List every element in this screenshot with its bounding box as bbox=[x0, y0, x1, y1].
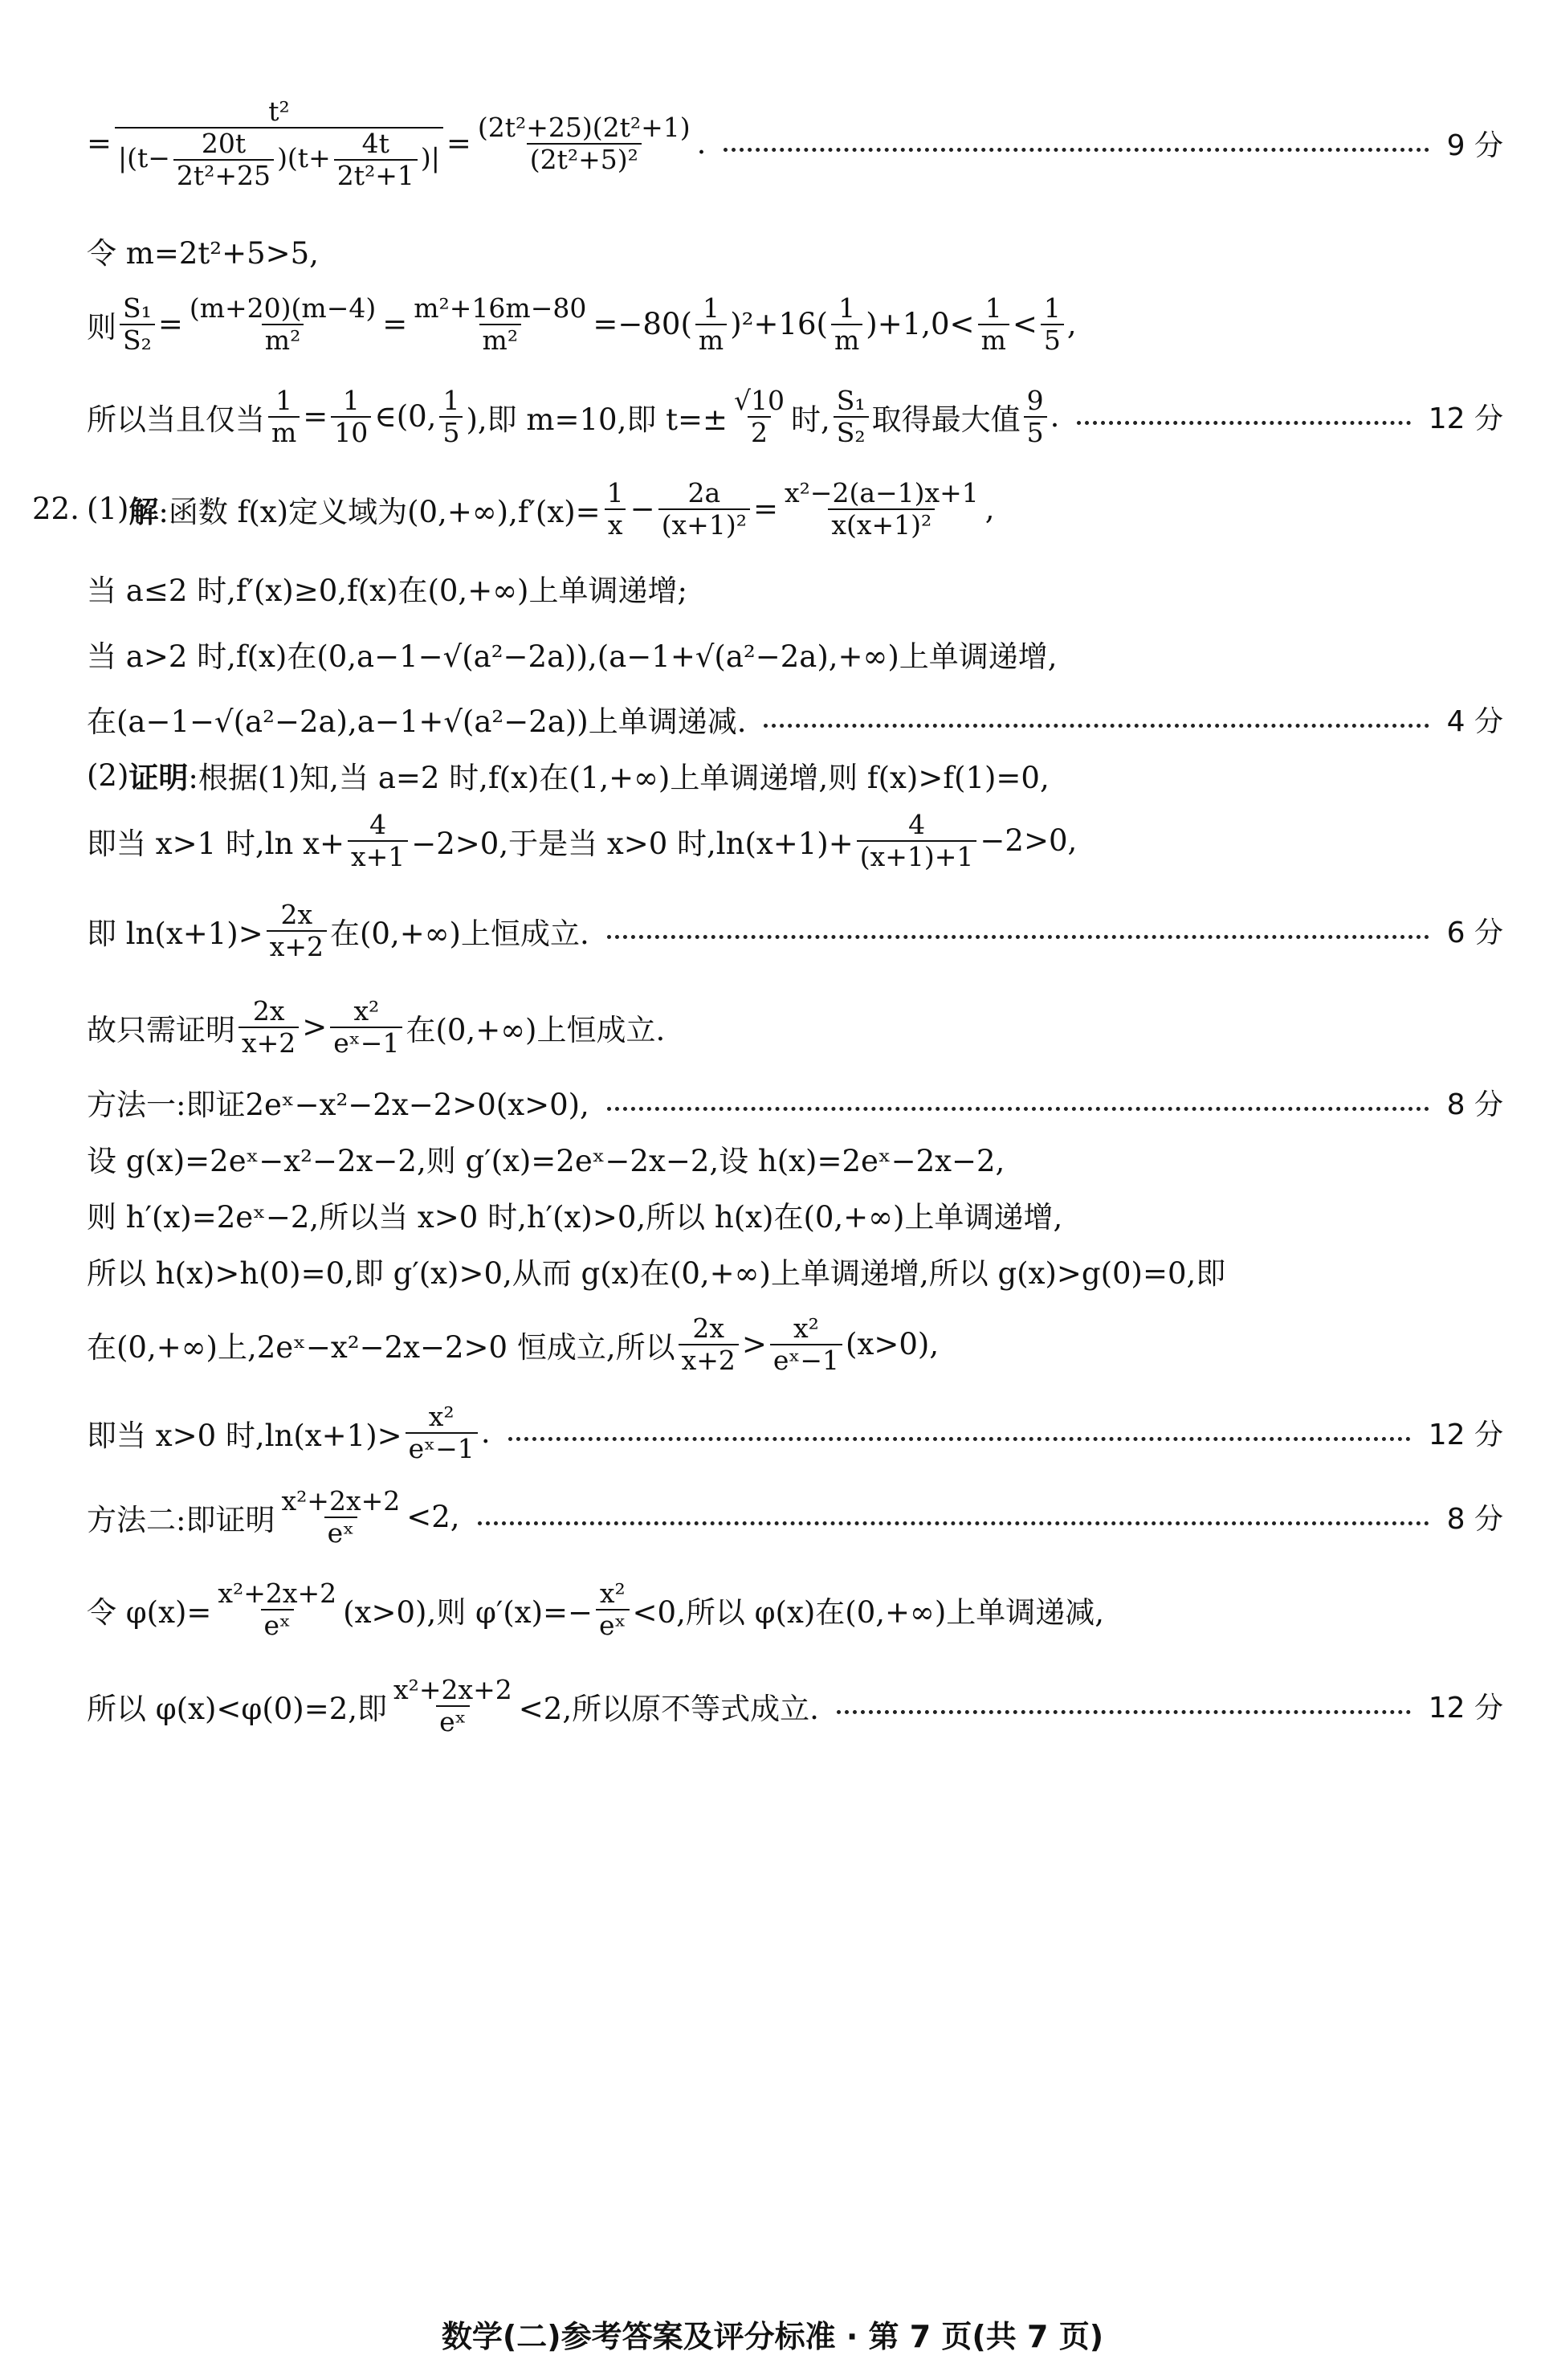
solution-line bbox=[87, 1578, 1503, 1641]
math-expression: 故只需证明 $\frac{2x}{x+2}$ > $\frac{\text{x²}}{\text{eˣ−1}}$ 在(0,+∞)上恒成立. bbox=[87, 995, 666, 1059]
solution-line bbox=[87, 293, 1503, 356]
math-expression: 方法二:即证明 $\frac{\text{x²+2x+2}}{\text{eˣ}}$ <2, bbox=[87, 1485, 460, 1549]
math-expression: 即 ln(x+1)> $\frac{2x}{x+2}$ 在(0,+∞)上恒成立. bbox=[87, 899, 589, 962]
math-expression: 则 $\frac{\text{S₁}}{\text{S₂}}$ = $\frac{(m+20)(m-4)}{\text{m²}}$ = $\frac{\text{m²+16m−80}}{\text{m²}}$ =−80( $\frac{1}{m}$ )²+16( $\frac{1}{m}$ )+1,0< $\frac{1}{m}$ < $\frac{1}{5}$ , bbox=[87, 292, 1077, 356]
solution-line bbox=[87, 1080, 1503, 1124]
text-line: 当 a≤2 时,f′(x)≥0,f(x)在(0,+∞)上单调递增; bbox=[87, 574, 687, 608]
solution-line bbox=[87, 900, 1503, 962]
solution-line bbox=[87, 697, 1503, 741]
score-label: 12 分 bbox=[1428, 1692, 1503, 1725]
score-label: 12 分 bbox=[1428, 402, 1503, 436]
solution-line bbox=[87, 96, 1503, 191]
text-line: 设 g(x)=2eˣ−x²−2x−2,则 g′(x)=2eˣ−2x−2,设 h(x)=2eˣ−2x−2, bbox=[87, 1144, 1005, 1178]
leader-dots bbox=[607, 935, 1429, 939]
math-expression: 在(0,+∞)上,2eˣ−x²−2x−2>0 恒成立,所以 $\frac{2x}{x+2}$ > $\frac{\text{x²}}{\text{eˣ−1}}$ (x>0), bbox=[87, 1312, 940, 1376]
solution-line bbox=[87, 1313, 1503, 1376]
page-footer: 数学(二)参考答案及评分标准 · 第 7 页(共 7 页) bbox=[441, 2319, 1104, 2354]
score-label: 6 分 bbox=[1446, 916, 1503, 950]
leader-dots bbox=[478, 1521, 1429, 1525]
solution-line bbox=[87, 996, 1503, 1059]
text-line: 则 h′(x)=2eˣ−2,所以当 x>0 时,h′(x)>0,所以 h(x)在(0,+∞)上单调递增, bbox=[87, 1200, 1063, 1235]
solution-line bbox=[87, 1402, 1503, 1464]
solution-line bbox=[87, 1137, 1503, 1180]
solution-line bbox=[87, 632, 1503, 676]
leader-dots bbox=[764, 724, 1429, 728]
text-line: 所以 h(x)>h(0)=0,即 g′(x)>0,从而 g(x)在(0,+∞)上单调递增,所以 g(x)>g(0)=0,即 bbox=[87, 1256, 1226, 1291]
score-label: 12 分 bbox=[1428, 1419, 1503, 1452]
solution-line bbox=[87, 566, 1503, 610]
text-line: 在(a−1−√(a²−2a),a−1+√(a²−2a))上单调递减. bbox=[87, 704, 747, 739]
leader-dots bbox=[607, 1107, 1429, 1111]
score-label: 4 分 bbox=[1446, 704, 1503, 738]
solution-line bbox=[87, 810, 1503, 872]
solution-line bbox=[87, 386, 1503, 448]
solution-line bbox=[87, 1675, 1503, 1737]
score-label: 8 分 bbox=[1446, 1088, 1503, 1121]
math-expression: = t² |(t− $\frac{20t}{\text{2t²+25}}$ )(t+ $\frac{4t}{\text{2t²+1}}$ )| = $\frac{\text{(2t²+25)(2t²+1)}}{\text{(2t²+5)²}}$ . bbox=[87, 96, 707, 191]
math-expression: 即当 x>0 时,ln(x+1)> $\frac{\text{x²}}{\text{eˣ−1}}$ . bbox=[87, 1401, 491, 1464]
math-expression: (1) 解 :函数 f(x)定义域为(0,+∞),f′(x)= $\frac{1}{x}$ − $\frac{2a}{\text{(x+1)²}}$ = $\frac{\text{x²−2(a−1)x+1}}{\text{x(x+1)²}}$ , bbox=[87, 477, 995, 541]
solution-line bbox=[87, 753, 1503, 797]
leader-dots bbox=[837, 1710, 1411, 1714]
solution-line bbox=[87, 229, 1503, 272]
text-line: 当 a>2 时,f(x)在(0,a−1−√(a²−2a)),(a−1+√(a²−2a),+∞)上单调递增, bbox=[87, 639, 1058, 674]
problem-number: 22. bbox=[32, 492, 79, 526]
score-label: 8 分 bbox=[1446, 1503, 1503, 1537]
score-label: 9 分 bbox=[1446, 129, 1503, 163]
leader-dots bbox=[1077, 421, 1410, 425]
math-expression: 所以当且仅当 $\frac{1}{m}$ = $\frac{1}{10}$ ∈(0, $\frac{1}{5}$ ),即 m=10,即 t=± $\frac{√10}{2}$ 时, $\frac{\text{S₁}}{\text{S₂}}$ 取得最大值 $\frac{9}{5}$ . bbox=[87, 385, 1060, 448]
math-expression: 即当 x>1 时,ln x+ $\frac{4}{x+1}$ −2>0,于是当 x>0 时,ln(x+1)+ $\frac{4}{(x+1)+1}$ −2>0, bbox=[87, 809, 1078, 872]
solution-line bbox=[87, 1249, 1503, 1292]
math-expression: 所以 φ(x)<φ(0)=2,即 $\frac{\text{x²+2x+2}}{\text{eˣ}}$ <2,所以原不等式成立. bbox=[87, 1674, 819, 1737]
text-line: 方法一:即证2eˣ−x²−2x−2>0(x>0), bbox=[87, 1088, 589, 1122]
solution-line bbox=[87, 1486, 1503, 1549]
text-line: (2) 证明 :根据(1)知,当 a=2 时,f(x)在(1,+∞)上单调递增,则 f(x)>f(1)=0, bbox=[87, 757, 1050, 795]
math-expression: 令 φ(x)= $\frac{\text{x²+2x+2}}{\text{eˣ}}$ (x>0),则 φ′(x)=− $\frac{\text{x²}}{\text{eˣ}}$ <0,所以 φ(x)在(0,+∞)上单调递减, bbox=[87, 1578, 1105, 1641]
solution-line bbox=[87, 478, 1503, 541]
leader-dots bbox=[508, 1437, 1411, 1441]
leader-dots bbox=[724, 148, 1429, 152]
text-line: 令 m=2t²+5>5, bbox=[87, 236, 319, 271]
solution-line bbox=[87, 1193, 1503, 1236]
